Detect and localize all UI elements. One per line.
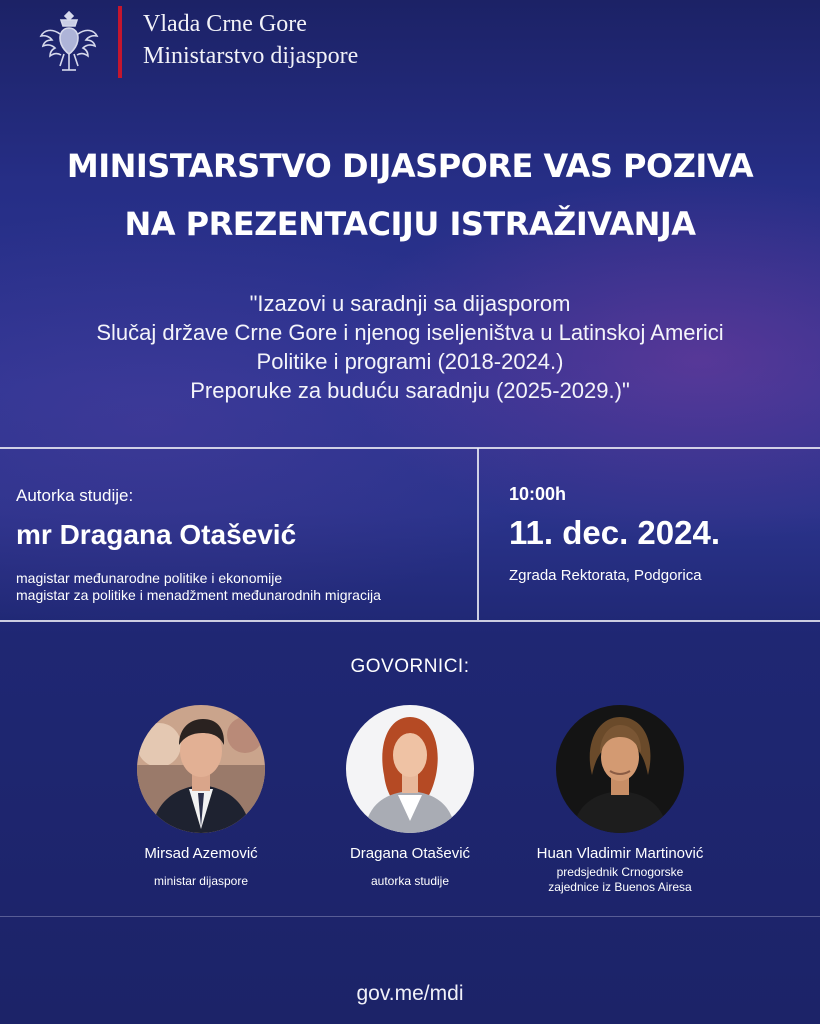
author-title-1: magistar međunarodne politike i ekonomije (16, 570, 283, 586)
event-time: 10:00h (509, 484, 567, 504)
author-name: mr Dragana Otašević (16, 519, 297, 550)
study-title-line: "Izazovi u saradnji sa dijasporom (249, 291, 571, 316)
speaker-name: Huan Vladimir Martinović (536, 845, 704, 862)
ministry-name: Ministarstvo dijaspore (143, 43, 359, 69)
event-date: 11. dec. 2024. (509, 514, 721, 551)
study-title-line: Slučaj države Crne Gore i njenog iseljeništva u Latinskoj Americi (96, 320, 724, 345)
speaker-role: zajednice iz Buenos Airesa (548, 880, 692, 894)
speakers-heading: GOVORNICI: (350, 656, 470, 677)
speaker-role: ministar dijaspore (153, 874, 249, 888)
speaker-photo-martinovic (556, 705, 684, 833)
divider-bottom (0, 620, 820, 622)
author-label: Autorka studije: (16, 486, 134, 505)
website-link[interactable]: gov.me/mdi (356, 982, 464, 1005)
coat-of-arms-logo (38, 8, 100, 78)
speaker-name: Mirsad Azemović (144, 845, 258, 862)
headline-line-2: NA PREZENTACIJU ISTRAŽIVANJA (124, 205, 696, 243)
event-venue: Zgrada Rektorata, Podgorica (509, 567, 702, 584)
speaker-role: predsjednik Crnogorske (556, 865, 684, 879)
speaker-name: Dragana Otašević (349, 845, 471, 862)
speaker-role: autorka studije (370, 874, 450, 888)
study-title-line: Preporuke za buduću saradnju (2025-2029.)" (190, 378, 630, 403)
divider-top (0, 447, 820, 449)
headline-line-1: MINISTARSTVO DIJASPORE VAS POZIVA (66, 147, 754, 185)
footer-divider (0, 916, 820, 917)
author-title-2: magistar za politike i menadžment međunarodnih migracija (16, 587, 381, 603)
government-name: Vlada Crne Gore (143, 11, 307, 37)
speaker-photo-azemovic (137, 705, 265, 833)
speaker-photo-otasevic (346, 705, 474, 833)
divider-vertical (477, 448, 479, 620)
study-title-line: Politike i programi (2018-2024.) (256, 349, 564, 374)
header-accent-bar (118, 6, 122, 78)
